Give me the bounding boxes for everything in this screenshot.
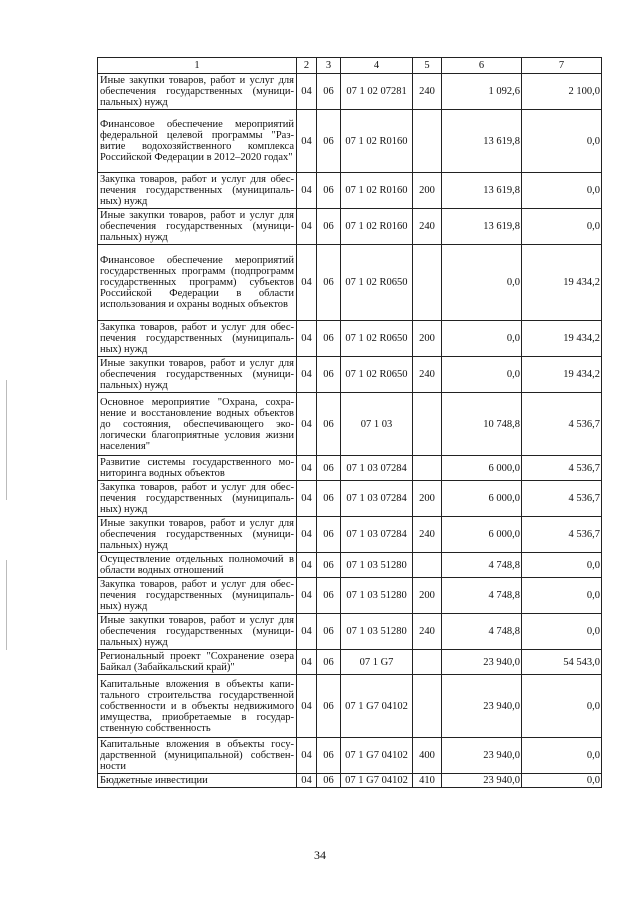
amount-col7-cell: 19 434,2	[522, 357, 602, 393]
expense-type-cell: 200	[413, 481, 442, 517]
target-article-cell: 07 1 03 51280	[341, 614, 413, 650]
subsection-code-cell: 06	[317, 614, 341, 650]
subsection-code-cell: 06	[317, 774, 341, 788]
section-code-cell: 04	[297, 675, 317, 738]
table-row	[98, 481, 602, 517]
table-row	[98, 209, 602, 245]
expense-type-cell: 240	[413, 357, 442, 393]
section-code-cell: 04	[297, 321, 317, 357]
expense-type-cell: 240	[413, 74, 442, 110]
row-name-cell: Развитие системы государственного мониторинга водных объектов	[98, 456, 297, 481]
subsection-code-cell: 06	[317, 173, 341, 209]
table-row	[98, 650, 602, 675]
amount-col7-cell: 4 536,7	[522, 393, 602, 456]
column-header: 4	[341, 58, 413, 74]
table-row	[98, 738, 602, 774]
row-name-cell: Региональный проект "Сохранение озера Байкал (Забайкальский край)"	[98, 650, 297, 675]
expense-type-cell: 240	[413, 614, 442, 650]
subsection-code-cell: 06	[317, 321, 341, 357]
target-article-cell: 07 1 G7 04102	[341, 738, 413, 774]
amount-col6-cell: 13 619,8	[442, 209, 522, 245]
expense-type-cell: 200	[413, 578, 442, 614]
target-article-cell: 07 1 02 R0160	[341, 209, 413, 245]
amount-col6-cell: 6 000,0	[442, 456, 522, 481]
expense-type-cell	[413, 675, 442, 738]
scan-edge-mark	[6, 560, 7, 650]
subsection-code-cell: 06	[317, 738, 341, 774]
amount-col7-cell: 0,0	[522, 209, 602, 245]
section-code-cell: 04	[297, 578, 317, 614]
section-code-cell: 04	[297, 110, 317, 173]
amount-col6-cell: 0,0	[442, 245, 522, 321]
subsection-code-cell: 06	[317, 245, 341, 321]
target-article-cell: 07 1 03 07284	[341, 456, 413, 481]
target-article-cell: 07 1 03 51280	[341, 553, 413, 578]
section-code-cell: 04	[297, 173, 317, 209]
row-name-cell: Иные закупки товаров, работ и услуг для обеспечения государственных (муниципальных) нужд	[98, 209, 297, 245]
amount-col7-cell: 4 536,7	[522, 517, 602, 553]
amount-col6-cell: 13 619,8	[442, 173, 522, 209]
section-code-cell: 04	[297, 553, 317, 578]
header-row	[98, 58, 602, 74]
section-code-cell: 04	[297, 774, 317, 788]
row-name-cell: Финансовое обеспечение мероприятий федеральной целевой программы "Развитие водохозяйственного комплекса Российской Федерации в 2012–2020 годах"	[98, 110, 297, 173]
amount-col7-cell: 0,0	[522, 578, 602, 614]
row-name-cell: Капитальные вложения в объекты капитального строительства государственной собственности и в объекты недвижимого имущества, приобретаемые в государственную собственность	[98, 675, 297, 738]
expense-type-cell	[413, 393, 442, 456]
row-name-cell: Капитальные вложения в объекты государственной (муниципальной) собственности	[98, 738, 297, 774]
row-name-cell: Закупка товаров, работ и услуг для обеспечения государственных (муниципальных) нужд	[98, 578, 297, 614]
table-row	[98, 553, 602, 578]
column-header: 2	[297, 58, 317, 74]
table-row	[98, 357, 602, 393]
row-name-cell: Основное мероприятие "Охрана, сохранение и восстановление водных объектов до состояния, обеспечивающего экологически благоприятные условия жизни населения"	[98, 393, 297, 456]
row-name-cell: Финансовое обеспечение мероприятий государственных программ (подпрограмм государственных программ) субъектов Российской Федерации в области использования и охраны водных объектов	[98, 245, 297, 321]
column-header: 5	[413, 58, 442, 74]
amount-col7-cell: 2 100,0	[522, 74, 602, 110]
row-name-cell: Осуществление отдельных полномочий в области водных отношений	[98, 553, 297, 578]
amount-col7-cell: 0,0	[522, 675, 602, 738]
amount-col6-cell: 10 748,8	[442, 393, 522, 456]
amount-col6-cell: 23 940,0	[442, 738, 522, 774]
table-row	[98, 321, 602, 357]
amount-col6-cell: 6 000,0	[442, 481, 522, 517]
amount-col6-cell: 23 940,0	[442, 650, 522, 675]
row-name-cell: Закупка товаров, работ и услуг для обеспечения государственных (муниципальных) нужд	[98, 173, 297, 209]
target-article-cell: 07 1 02 R0650	[341, 321, 413, 357]
amount-col6-cell: 0,0	[442, 357, 522, 393]
subsection-code-cell: 06	[317, 74, 341, 110]
amount-col7-cell: 0,0	[522, 553, 602, 578]
target-article-cell: 07 1 02 R0650	[341, 357, 413, 393]
expense-type-cell: 410	[413, 774, 442, 788]
amount-col6-cell: 4 748,8	[442, 578, 522, 614]
subsection-code-cell: 06	[317, 675, 341, 738]
expense-type-cell	[413, 245, 442, 321]
subsection-code-cell: 06	[317, 357, 341, 393]
amount-col6-cell: 0,0	[442, 321, 522, 357]
table-row	[98, 675, 602, 738]
expense-type-cell: 200	[413, 321, 442, 357]
table-row	[98, 517, 602, 553]
subsection-code-cell: 06	[317, 393, 341, 456]
subsection-code-cell: 06	[317, 517, 341, 553]
amount-col7-cell: 0,0	[522, 110, 602, 173]
target-article-cell: 07 1 G7 04102	[341, 774, 413, 788]
budget-table	[97, 57, 602, 788]
amount-col7-cell: 4 536,7	[522, 456, 602, 481]
row-name-cell: Закупка товаров, работ и услуг для обеспечения государственных (муниципальных) нужд	[98, 321, 297, 357]
section-code-cell: 04	[297, 517, 317, 553]
subsection-code-cell: 06	[317, 553, 341, 578]
subsection-code-cell: 06	[317, 650, 341, 675]
table-row	[98, 614, 602, 650]
section-code-cell: 04	[297, 738, 317, 774]
row-name-cell: Бюджетные инвестиции	[98, 774, 297, 788]
amount-col7-cell: 0,0	[522, 614, 602, 650]
section-code-cell: 04	[297, 245, 317, 321]
amount-col7-cell: 4 536,7	[522, 481, 602, 517]
row-name-cell: Закупка товаров, работ и услуг для обеспечения государственных (муниципальных) нужд	[98, 481, 297, 517]
subsection-code-cell: 06	[317, 578, 341, 614]
subsection-code-cell: 06	[317, 456, 341, 481]
amount-col6-cell: 4 748,8	[442, 553, 522, 578]
section-code-cell: 04	[297, 209, 317, 245]
subsection-code-cell: 06	[317, 110, 341, 173]
expense-type-cell: 400	[413, 738, 442, 774]
expense-type-cell	[413, 650, 442, 675]
target-article-cell: 07 1 03 07284	[341, 481, 413, 517]
amount-col6-cell: 1 092,6	[442, 74, 522, 110]
target-article-cell: 07 1 G7	[341, 650, 413, 675]
table-row	[98, 110, 602, 173]
section-code-cell: 04	[297, 456, 317, 481]
section-code-cell: 04	[297, 74, 317, 110]
target-article-cell: 07 1 G7 04102	[341, 675, 413, 738]
expense-type-cell: 240	[413, 209, 442, 245]
row-name-cell: Иные закупки товаров, работ и услуг для обеспечения государственных (муниципальных) нужд	[98, 614, 297, 650]
amount-col6-cell: 4 748,8	[442, 614, 522, 650]
table-row	[98, 774, 602, 788]
column-header: 1	[98, 58, 297, 74]
expense-type-cell: 200	[413, 173, 442, 209]
section-code-cell: 04	[297, 650, 317, 675]
page-number: 34	[314, 848, 326, 862]
expense-type-cell	[413, 553, 442, 578]
table-row	[98, 393, 602, 456]
column-header: 6	[442, 58, 522, 74]
target-article-cell: 07 1 02 R0160	[341, 173, 413, 209]
target-article-cell: 07 1 03 51280	[341, 578, 413, 614]
subsection-code-cell: 06	[317, 209, 341, 245]
amount-col7-cell: 0,0	[522, 774, 602, 788]
table-row	[98, 74, 602, 110]
amount-col7-cell: 19 434,2	[522, 245, 602, 321]
row-name-cell: Иные закупки товаров, работ и услуг для обеспечения государственных (муниципальных) нужд	[98, 357, 297, 393]
subsection-code-cell: 06	[317, 481, 341, 517]
table-row	[98, 173, 602, 209]
amount-col6-cell: 6 000,0	[442, 517, 522, 553]
expense-type-cell	[413, 456, 442, 481]
table-row	[98, 456, 602, 481]
amount-col6-cell: 23 940,0	[442, 675, 522, 738]
column-header: 7	[522, 58, 602, 74]
target-article-cell: 07 1 02 07281	[341, 74, 413, 110]
scan-edge-mark	[6, 380, 7, 500]
target-article-cell: 07 1 03	[341, 393, 413, 456]
expense-type-cell	[413, 110, 442, 173]
amount-col6-cell: 13 619,8	[442, 110, 522, 173]
column-header: 3	[317, 58, 341, 74]
amount-col7-cell: 0,0	[522, 173, 602, 209]
row-name-cell: Иные закупки товаров, работ и услуг для обеспечения государственных (муниципальных) нужд	[98, 517, 297, 553]
expense-type-cell: 240	[413, 517, 442, 553]
target-article-cell: 07 1 02 R0650	[341, 245, 413, 321]
section-code-cell: 04	[297, 393, 317, 456]
table-row	[98, 578, 602, 614]
amount-col7-cell: 54 543,0	[522, 650, 602, 675]
section-code-cell: 04	[297, 614, 317, 650]
target-article-cell: 07 1 02 R0160	[341, 110, 413, 173]
amount-col7-cell: 19 434,2	[522, 321, 602, 357]
amount-col7-cell: 0,0	[522, 738, 602, 774]
table-row	[98, 245, 602, 321]
section-code-cell: 04	[297, 481, 317, 517]
section-code-cell: 04	[297, 357, 317, 393]
row-name-cell: Иные закупки товаров, работ и услуг для обеспечения государственных (муниципальных) нужд	[98, 74, 297, 110]
amount-col6-cell: 23 940,0	[442, 774, 522, 788]
target-article-cell: 07 1 03 07284	[341, 517, 413, 553]
